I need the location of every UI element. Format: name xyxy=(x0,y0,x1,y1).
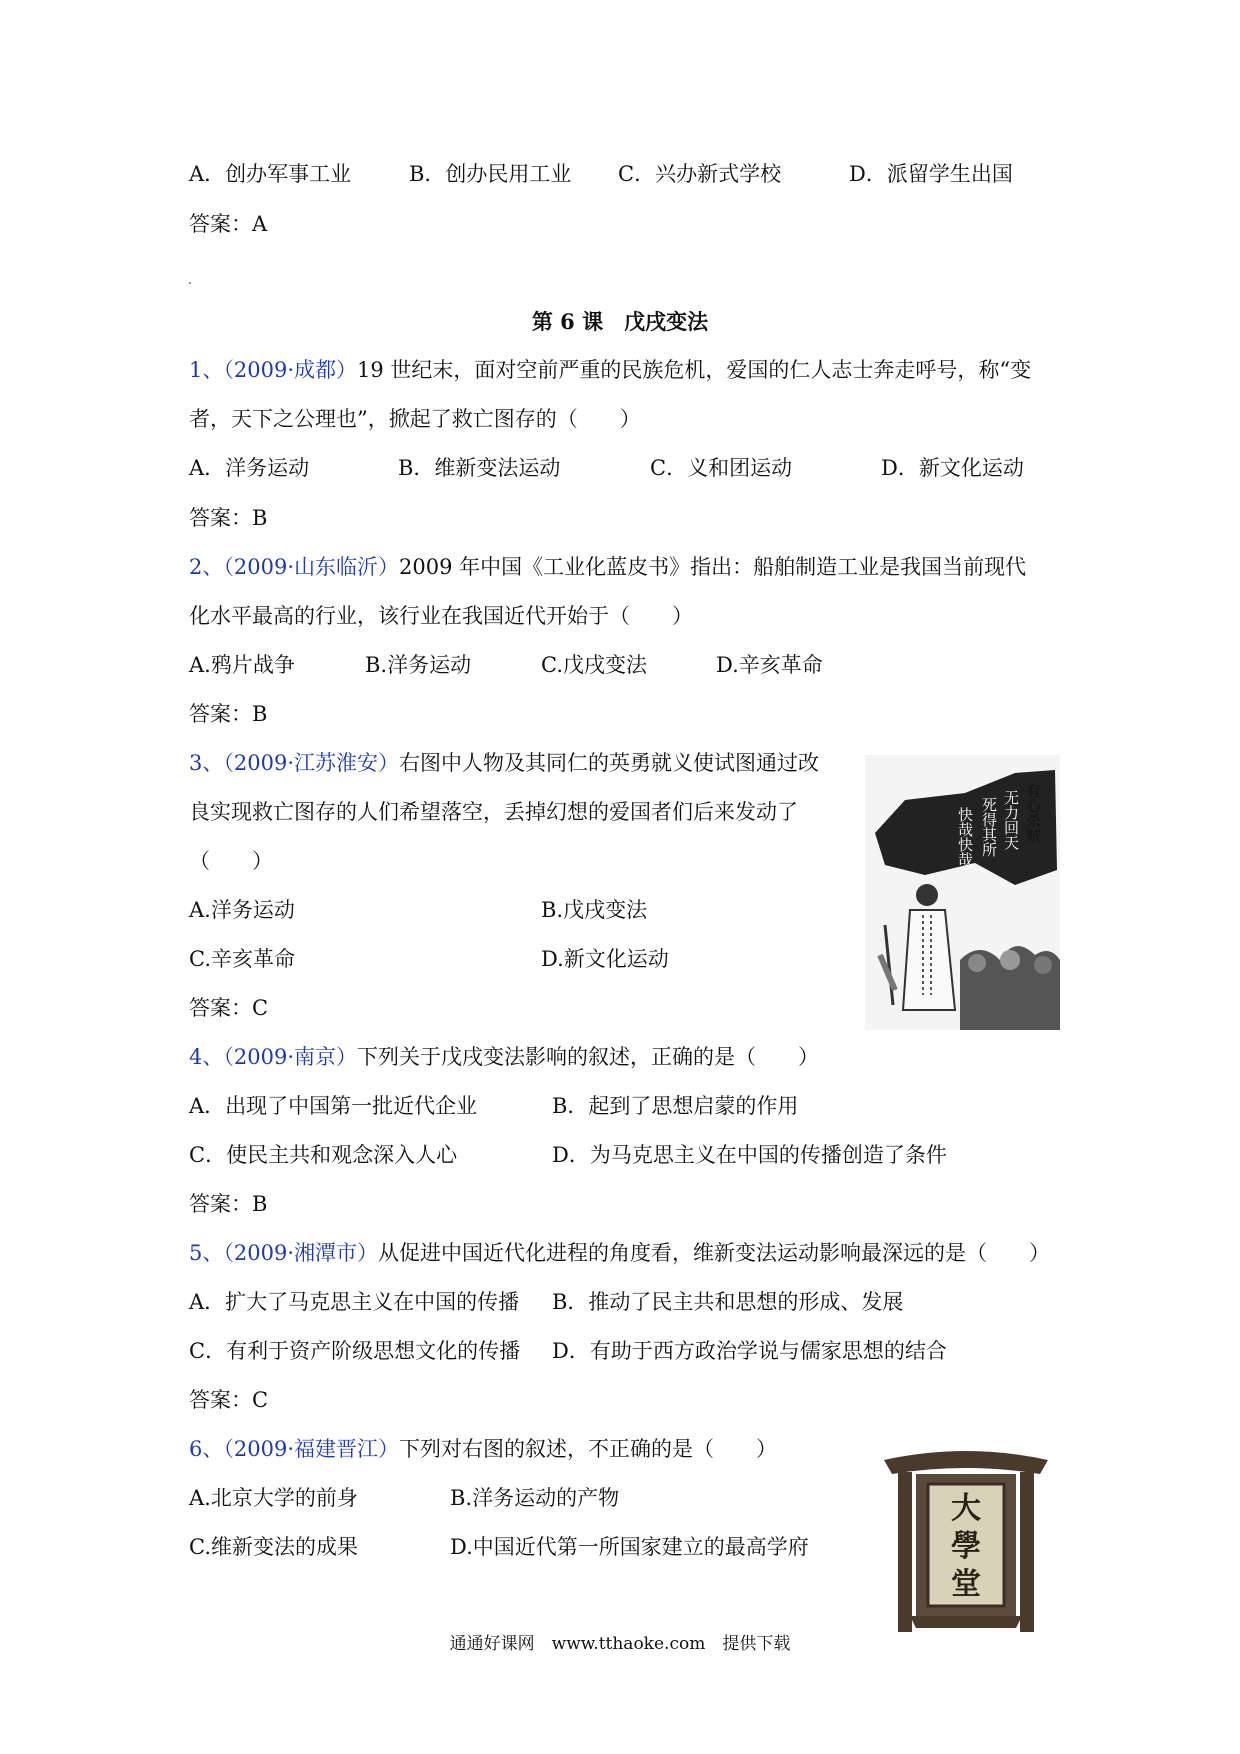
question-2-stem-line-2: 化水平最高的行业，该行业在我国近代开始于（ ） xyxy=(189,604,693,628)
question-1-option-d: D．新文化运动 xyxy=(881,456,1024,480)
question-4-option-a: A．出现了中国第一批近代企业 xyxy=(189,1094,478,1118)
question-4-number: 4、 xyxy=(189,1045,224,1069)
plaque-char-3: 堂 xyxy=(951,1567,981,1602)
question-6-option-d: D.中国近代第一所国家建立的最高学府 xyxy=(450,1535,809,1559)
question-3-answer: 答案：C xyxy=(189,996,269,1020)
question-4-stem xyxy=(189,1043,819,1071)
question-1-source: （2009·成都） xyxy=(223,358,357,382)
question-1-stem xyxy=(189,356,1031,384)
question-2-stem xyxy=(189,553,1026,581)
question-3-stem xyxy=(189,749,819,777)
banner-text-1: 有心杀贼 xyxy=(1024,783,1042,843)
question-1-option-b: B．维新变法运动 xyxy=(398,456,561,480)
banner-text-2: 无力回天 xyxy=(1002,790,1020,850)
plaque-char-1: 大 xyxy=(951,1491,981,1526)
question-4-option-d: D．为马克思主义在中国的传播创造了条件 xyxy=(552,1143,947,1167)
question-2-answer: 答案：B xyxy=(189,702,268,726)
question-6-option-b: B.洋务运动的产物 xyxy=(450,1486,620,1510)
question-4-option-b: B．起到了思想启蒙的作用 xyxy=(552,1094,799,1118)
question-6-option-a: A.北京大学的前身 xyxy=(189,1486,358,1510)
question-6-number: 6、 xyxy=(189,1437,224,1461)
question-4-stem-line-1: 下列关于戊戌变法影响的叙述，正确的是（ ） xyxy=(357,1045,819,1069)
question-6-stem xyxy=(189,1435,777,1463)
question-5-option-a: A．扩大了马克思主义在中国的传播 xyxy=(189,1290,520,1314)
question-1-stem-line-1: 19 世纪末，面对空前严重的民族危机，爱国的仁人志士奔走呼号，称“变 xyxy=(357,358,1032,382)
footer-download-note: 通通好课网 www.tthaoke.com 提供下载 xyxy=(449,1634,791,1654)
question-5-source: （2009·湘潭市） xyxy=(223,1241,378,1265)
question-3-stem-line-1: 右图中人物及其同仁的英勇就义使试图通过改 xyxy=(399,751,819,775)
question-5-answer: 答案：C xyxy=(189,1388,269,1412)
question-1-stem-line-2: 者，天下之公理也”，掀起了救亡图存的（ ） xyxy=(189,407,641,431)
question-5-number: 5、 xyxy=(189,1241,224,1265)
question-1-number: 1、 xyxy=(189,358,224,382)
prev-answer: 答案：A xyxy=(189,212,268,236)
question-1-option-c: C．义和团运动 xyxy=(650,456,793,480)
prev-option-c: C．兴办新式学校 xyxy=(618,162,782,186)
stray-mark xyxy=(189,282,191,284)
question-6-option-c: C.维新变法的成果 xyxy=(189,1535,358,1559)
question-3-source: （2009·江苏淮安） xyxy=(223,751,399,775)
question-3-stem-line-2: 良实现救亡图存的人们希望落空，丢掉幻想的爱国者们后来发动了 xyxy=(189,800,798,824)
question-3-option-c: C.辛亥革命 xyxy=(189,947,295,971)
question-6-source: （2009·福建晋江） xyxy=(223,1437,399,1461)
prev-option-a: A．创办军事工业 xyxy=(189,162,352,186)
question-2-option-c: C.戊戌变法 xyxy=(541,653,647,677)
question-3-option-a: A.洋务运动 xyxy=(189,898,295,922)
question-3-option-b: B.戊戌变法 xyxy=(541,898,648,922)
question-2-source: （2009·山东临沂） xyxy=(223,555,399,579)
question-2-number: 2、 xyxy=(189,555,224,579)
martyr-illustration xyxy=(865,755,1060,1030)
daxuetang-plaque-illustration xyxy=(880,1448,1052,1638)
question-6-stem-line-1: 下列对右图的叙述，不正确的是（ ） xyxy=(399,1437,777,1461)
question-2-option-b: B.洋务运动 xyxy=(365,653,472,677)
plaque-char-2: 學 xyxy=(951,1529,981,1564)
question-2-option-a: A.鸦片战争 xyxy=(189,653,295,677)
question-5-option-b: B．推动了民主共和思想的形成、发展 xyxy=(552,1290,904,1314)
question-3-number: 3、 xyxy=(189,751,224,775)
question-1-option-a: A．洋务运动 xyxy=(189,456,310,480)
banner-text-3: 死得其所 xyxy=(980,797,998,857)
question-3-option-d: D.新文化运动 xyxy=(541,947,669,971)
question-2-stem-line-1: 2009 年中国《工业化蓝皮书》指出：船舶制造工业是我国当前现代 xyxy=(399,555,1027,579)
question-2-option-d: D.辛亥革命 xyxy=(716,653,823,677)
question-5-stem xyxy=(189,1239,1050,1267)
prev-option-b: B．创办民用工业 xyxy=(409,162,572,186)
question-5-option-d: D．有助于西方政治学说与儒家思想的结合 xyxy=(552,1339,947,1363)
question-1-answer: 答案：B xyxy=(189,506,268,530)
question-3-stem-line-3: （ ） xyxy=(189,849,273,873)
prev-option-d: D．派留学生出国 xyxy=(849,162,1013,186)
banner-text-4: 快哉快哉 xyxy=(956,807,974,867)
question-4-answer: 答案：B xyxy=(189,1192,268,1216)
lesson-title: 第 6 课 戊戌变法 xyxy=(531,309,709,334)
question-5-option-c: C．有利于资产阶级思想文化的传播 xyxy=(189,1339,521,1363)
question-4-source: （2009·南京） xyxy=(223,1045,357,1069)
question-5-stem-line-1: 从促进中国近代化进程的角度看，维新变法运动影响最深远的是（ ） xyxy=(378,1241,1050,1265)
question-4-option-c: C．使民主共和观念深入人心 xyxy=(189,1143,458,1167)
